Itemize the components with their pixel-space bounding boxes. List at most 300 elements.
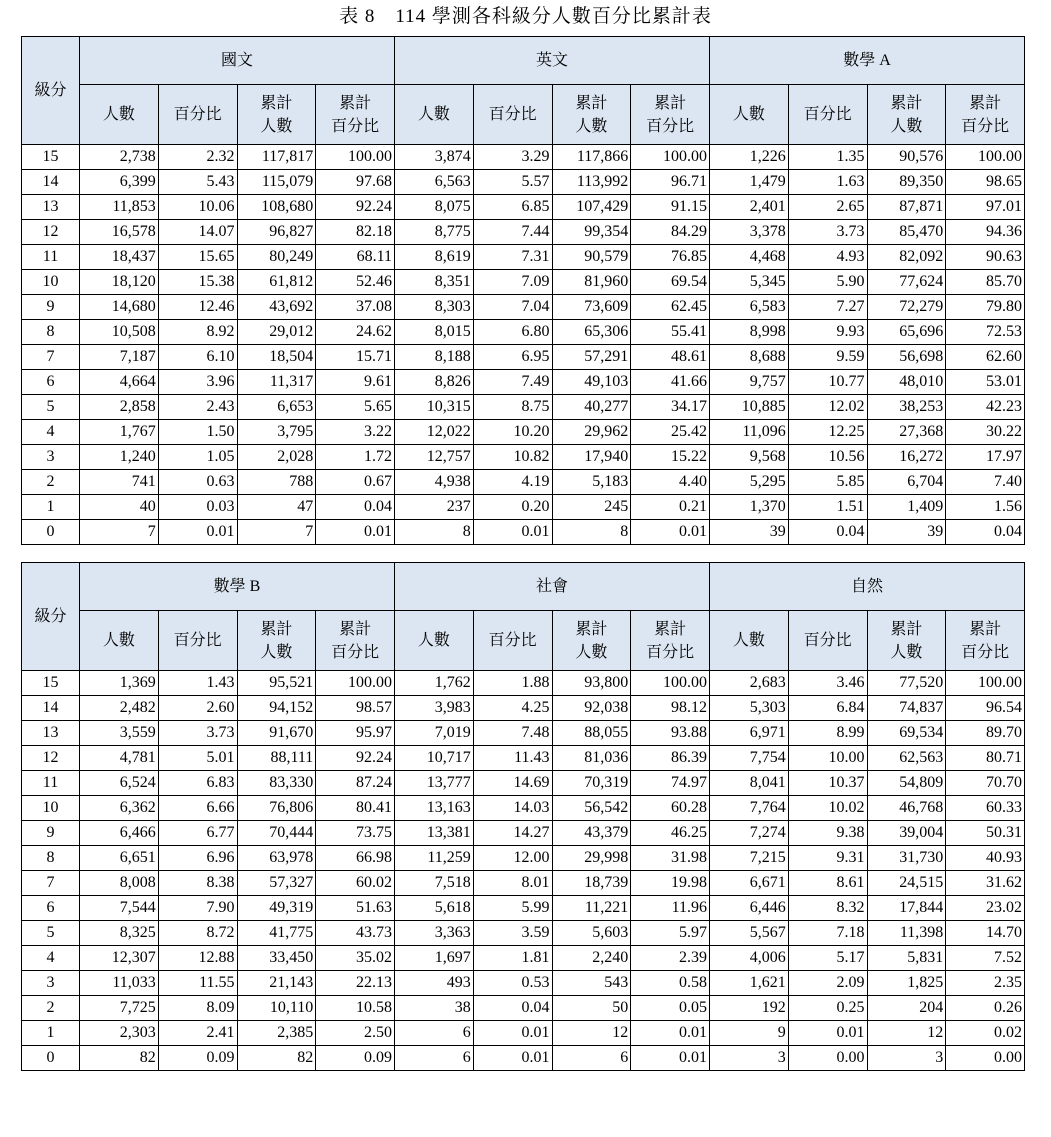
table-row <box>22 445 1025 470</box>
value-cell: 12.88 <box>158 946 237 971</box>
value-cell: 49,319 <box>237 896 316 921</box>
value-cell: 41,775 <box>237 921 316 946</box>
value-cell: 100.00 <box>631 671 710 696</box>
value-cell: 7.90 <box>158 896 237 921</box>
value-cell: 95,521 <box>237 671 316 696</box>
table-row <box>22 145 1025 170</box>
value-cell: 2,738 <box>80 145 159 170</box>
value-cell: 72.53 <box>946 320 1025 345</box>
value-cell: 11,398 <box>867 921 946 946</box>
value-cell: 82,092 <box>867 245 946 270</box>
level-cell: 14 <box>22 696 80 721</box>
value-cell: 11.43 <box>473 746 552 771</box>
value-cell: 8.92 <box>158 320 237 345</box>
value-cell: 1,369 <box>80 671 159 696</box>
value-cell: 65,696 <box>867 320 946 345</box>
value-cell: 31.98 <box>631 846 710 871</box>
value-cell: 0.02 <box>946 1021 1025 1046</box>
table-row <box>22 245 1025 270</box>
value-cell: 1,479 <box>710 170 789 195</box>
value-cell: 63,978 <box>237 846 316 871</box>
value-cell: 14.03 <box>473 796 552 821</box>
value-cell: 73,609 <box>552 295 631 320</box>
value-cell: 10,110 <box>237 996 316 1021</box>
value-cell: 8 <box>395 520 474 545</box>
value-cell: 55.41 <box>631 320 710 345</box>
level-cell: 8 <box>22 320 80 345</box>
value-cell: 1,226 <box>710 145 789 170</box>
value-cell: 18,504 <box>237 345 316 370</box>
value-cell: 8,826 <box>395 370 474 395</box>
value-cell: 0.09 <box>316 1046 395 1071</box>
value-cell: 5,295 <box>710 470 789 495</box>
value-cell: 0.25 <box>788 996 867 1021</box>
value-cell: 10.00 <box>788 746 867 771</box>
value-cell: 117,866 <box>552 145 631 170</box>
value-cell: 56,542 <box>552 796 631 821</box>
table-row <box>22 470 1025 495</box>
value-cell: 245 <box>552 495 631 520</box>
value-cell: 1.56 <box>946 495 1025 520</box>
level-cell: 5 <box>22 921 80 946</box>
value-cell: 80,249 <box>237 245 316 270</box>
value-cell: 9.61 <box>316 370 395 395</box>
table-row <box>22 270 1025 295</box>
value-cell: 90,579 <box>552 245 631 270</box>
value-cell: 7,187 <box>80 345 159 370</box>
value-cell: 100.00 <box>316 671 395 696</box>
value-cell: 18,437 <box>80 245 159 270</box>
value-cell: 29,998 <box>552 846 631 871</box>
value-cell: 2.60 <box>158 696 237 721</box>
value-cell: 69,534 <box>867 721 946 746</box>
value-cell: 7.40 <box>946 470 1025 495</box>
value-cell: 62,563 <box>867 746 946 771</box>
value-cell: 74,837 <box>867 696 946 721</box>
table-row <box>22 295 1025 320</box>
value-cell: 43,692 <box>237 295 316 320</box>
value-cell: 60.33 <box>946 796 1025 821</box>
value-cell: 0.01 <box>473 520 552 545</box>
value-cell: 7 <box>80 520 159 545</box>
value-cell: 2.09 <box>788 971 867 996</box>
value-cell: 2,858 <box>80 395 159 420</box>
table-row <box>22 520 1025 545</box>
value-cell: 108,680 <box>237 195 316 220</box>
value-cell: 14,680 <box>80 295 159 320</box>
value-cell: 7,518 <box>395 871 474 896</box>
value-cell: 56,698 <box>867 345 946 370</box>
value-cell: 6,399 <box>80 170 159 195</box>
value-cell: 37.08 <box>316 295 395 320</box>
value-cell: 38,253 <box>867 395 946 420</box>
value-cell: 76,806 <box>237 796 316 821</box>
value-cell: 5.01 <box>158 746 237 771</box>
value-cell: 0.01 <box>158 520 237 545</box>
value-cell: 6.85 <box>473 195 552 220</box>
value-cell: 15.38 <box>158 270 237 295</box>
value-cell: 7.31 <box>473 245 552 270</box>
value-cell: 11.96 <box>631 896 710 921</box>
value-cell: 96.71 <box>631 170 710 195</box>
value-cell: 70.70 <box>946 771 1025 796</box>
value-cell: 10.56 <box>788 445 867 470</box>
value-cell: 6.84 <box>788 696 867 721</box>
value-cell: 87,871 <box>867 195 946 220</box>
value-cell: 50 <box>552 996 631 1021</box>
value-cell: 12 <box>552 1021 631 1046</box>
value-cell: 3.96 <box>158 370 237 395</box>
table-row <box>22 220 1025 245</box>
value-cell: 10.82 <box>473 445 552 470</box>
value-cell: 9.93 <box>788 320 867 345</box>
value-cell: 100.00 <box>946 671 1025 696</box>
value-cell: 5.65 <box>316 395 395 420</box>
value-cell: 72,279 <box>867 295 946 320</box>
value-cell: 6,563 <box>395 170 474 195</box>
value-cell: 82 <box>80 1046 159 1071</box>
value-cell: 8,351 <box>395 270 474 295</box>
value-cell: 4,664 <box>80 370 159 395</box>
level-cell: 7 <box>22 345 80 370</box>
level-cell: 12 <box>22 746 80 771</box>
level-header: 級分 <box>22 563 80 671</box>
value-cell: 0.00 <box>946 1046 1025 1071</box>
value-cell: 9.31 <box>788 846 867 871</box>
value-cell: 92.24 <box>316 195 395 220</box>
value-cell: 741 <box>80 470 159 495</box>
value-cell: 50.31 <box>946 821 1025 846</box>
value-cell: 6.80 <box>473 320 552 345</box>
level-cell: 14 <box>22 170 80 195</box>
value-cell: 77,624 <box>867 270 946 295</box>
table-row <box>22 395 1025 420</box>
value-cell: 83,330 <box>237 771 316 796</box>
value-cell: 0.01 <box>473 1046 552 1071</box>
column-header: 累計 人數 <box>867 85 946 145</box>
value-cell: 12,022 <box>395 420 474 445</box>
value-cell: 80.41 <box>316 796 395 821</box>
value-cell: 6.95 <box>473 345 552 370</box>
table-row <box>22 771 1025 796</box>
value-cell: 1,240 <box>80 445 159 470</box>
value-cell: 35.02 <box>316 946 395 971</box>
value-cell: 11,033 <box>80 971 159 996</box>
value-cell: 3 <box>710 1046 789 1071</box>
value-cell: 9 <box>710 1021 789 1046</box>
value-cell: 10,315 <box>395 395 474 420</box>
value-cell: 17.97 <box>946 445 1025 470</box>
value-cell: 8 <box>552 520 631 545</box>
table-row <box>22 696 1025 721</box>
value-cell: 90.63 <box>946 245 1025 270</box>
value-cell: 7,754 <box>710 746 789 771</box>
value-cell: 10.77 <box>788 370 867 395</box>
value-cell: 6,653 <box>237 395 316 420</box>
value-cell: 89.70 <box>946 721 1025 746</box>
value-cell: 100.00 <box>631 145 710 170</box>
value-cell: 1.72 <box>316 445 395 470</box>
table-row <box>22 1046 1025 1071</box>
value-cell: 0.63 <box>158 470 237 495</box>
value-cell: 6.10 <box>158 345 237 370</box>
value-cell: 0.01 <box>631 1046 710 1071</box>
value-cell: 70,319 <box>552 771 631 796</box>
value-cell: 90,576 <box>867 145 946 170</box>
value-cell: 10,717 <box>395 746 474 771</box>
value-cell: 12 <box>867 1021 946 1046</box>
value-cell: 92.24 <box>316 746 395 771</box>
value-cell: 91.15 <box>631 195 710 220</box>
value-cell: 22.13 <box>316 971 395 996</box>
value-cell: 2.32 <box>158 145 237 170</box>
value-cell: 13,777 <box>395 771 474 796</box>
value-cell: 92,038 <box>552 696 631 721</box>
value-cell: 8,015 <box>395 320 474 345</box>
value-cell: 7.09 <box>473 270 552 295</box>
column-header: 百分比 <box>788 85 867 145</box>
level-cell: 3 <box>22 445 80 470</box>
value-cell: 93,800 <box>552 671 631 696</box>
table-row <box>22 746 1025 771</box>
value-cell: 99,354 <box>552 220 631 245</box>
value-cell: 46.25 <box>631 821 710 846</box>
value-cell: 61,812 <box>237 270 316 295</box>
value-cell: 40.93 <box>946 846 1025 871</box>
value-cell: 49,103 <box>552 370 631 395</box>
level-cell: 13 <box>22 195 80 220</box>
value-cell: 80.71 <box>946 746 1025 771</box>
value-cell: 62.45 <box>631 295 710 320</box>
value-cell: 2,303 <box>80 1021 159 1046</box>
value-cell: 10.02 <box>788 796 867 821</box>
table-row <box>22 921 1025 946</box>
value-cell: 17,940 <box>552 445 631 470</box>
level-cell: 6 <box>22 370 80 395</box>
value-cell: 84.29 <box>631 220 710 245</box>
value-cell: 5,603 <box>552 921 631 946</box>
value-cell: 5,303 <box>710 696 789 721</box>
value-cell: 97.68 <box>316 170 395 195</box>
value-cell: 62.60 <box>946 345 1025 370</box>
value-cell: 85.70 <box>946 270 1025 295</box>
value-cell: 5.57 <box>473 170 552 195</box>
value-cell: 60.28 <box>631 796 710 821</box>
value-cell: 6 <box>395 1046 474 1071</box>
value-cell: 9.38 <box>788 821 867 846</box>
value-cell: 9,568 <box>710 445 789 470</box>
value-cell: 5.97 <box>631 921 710 946</box>
column-header: 人數 <box>710 85 789 145</box>
value-cell: 15.71 <box>316 345 395 370</box>
value-cell: 788 <box>237 470 316 495</box>
level-cell: 1 <box>22 1021 80 1046</box>
value-cell: 8.61 <box>788 871 867 896</box>
table-row <box>22 671 1025 696</box>
value-cell: 4.93 <box>788 245 867 270</box>
value-cell: 2.50 <box>316 1021 395 1046</box>
column-header: 人數 <box>80 611 159 671</box>
level-cell: 10 <box>22 270 80 295</box>
value-cell: 76.85 <box>631 245 710 270</box>
value-cell: 53.01 <box>946 370 1025 395</box>
level-cell: 5 <box>22 395 80 420</box>
value-cell: 2,401 <box>710 195 789 220</box>
value-cell: 2.39 <box>631 946 710 971</box>
value-cell: 8,188 <box>395 345 474 370</box>
value-cell: 33,450 <box>237 946 316 971</box>
level-cell: 0 <box>22 520 80 545</box>
column-header: 百分比 <box>158 611 237 671</box>
value-cell: 18,120 <box>80 270 159 295</box>
value-cell: 8,619 <box>395 245 474 270</box>
value-cell: 95.97 <box>316 721 395 746</box>
level-cell: 11 <box>22 245 80 270</box>
value-cell: 79.80 <box>946 295 1025 320</box>
value-cell: 4,781 <box>80 746 159 771</box>
value-cell: 107,429 <box>552 195 631 220</box>
value-cell: 7.52 <box>946 946 1025 971</box>
value-cell: 12,757 <box>395 445 474 470</box>
level-cell: 2 <box>22 996 80 1021</box>
value-cell: 98.65 <box>946 170 1025 195</box>
value-cell: 6,583 <box>710 295 789 320</box>
value-cell: 6,446 <box>710 896 789 921</box>
value-cell: 14.70 <box>946 921 1025 946</box>
value-cell: 100.00 <box>946 145 1025 170</box>
table-row <box>22 345 1025 370</box>
value-cell: 1.50 <box>158 420 237 445</box>
value-cell: 25.42 <box>631 420 710 445</box>
value-cell: 48,010 <box>867 370 946 395</box>
value-cell: 8.75 <box>473 395 552 420</box>
value-cell: 9.59 <box>788 345 867 370</box>
column-header: 累計 人數 <box>552 611 631 671</box>
value-cell: 39,004 <box>867 821 946 846</box>
value-cell: 493 <box>395 971 474 996</box>
value-cell: 12,307 <box>80 946 159 971</box>
table-row <box>22 896 1025 921</box>
level-cell: 4 <box>22 420 80 445</box>
value-cell: 12.25 <box>788 420 867 445</box>
value-cell: 3.22 <box>316 420 395 445</box>
value-cell: 89,350 <box>867 170 946 195</box>
level-cell: 15 <box>22 145 80 170</box>
value-cell: 66.98 <box>316 846 395 871</box>
value-cell: 0.01 <box>631 520 710 545</box>
value-cell: 7,274 <box>710 821 789 846</box>
value-cell: 98.12 <box>631 696 710 721</box>
value-cell: 0.04 <box>946 520 1025 545</box>
value-cell: 1.88 <box>473 671 552 696</box>
value-cell: 113,992 <box>552 170 631 195</box>
column-header: 累計 百分比 <box>631 85 710 145</box>
value-cell: 3,378 <box>710 220 789 245</box>
level-cell: 6 <box>22 896 80 921</box>
value-cell: 0.05 <box>631 996 710 1021</box>
table-row <box>22 320 1025 345</box>
value-cell: 0.67 <box>316 470 395 495</box>
value-cell: 27,368 <box>867 420 946 445</box>
value-cell: 82.18 <box>316 220 395 245</box>
value-cell: 3 <box>867 1046 946 1071</box>
value-cell: 13,381 <box>395 821 474 846</box>
value-cell: 4.25 <box>473 696 552 721</box>
value-cell: 8,998 <box>710 320 789 345</box>
value-cell: 3,983 <box>395 696 474 721</box>
value-cell: 94,152 <box>237 696 316 721</box>
level-cell: 12 <box>22 220 80 245</box>
value-cell: 2,385 <box>237 1021 316 1046</box>
value-cell: 0.04 <box>316 495 395 520</box>
value-cell: 6,466 <box>80 821 159 846</box>
table-row <box>22 495 1025 520</box>
value-cell: 3.73 <box>788 220 867 245</box>
value-cell: 1,825 <box>867 971 946 996</box>
value-cell: 88,111 <box>237 746 316 771</box>
value-cell: 17,844 <box>867 896 946 921</box>
subject-header: 國文 <box>80 37 395 85</box>
column-header: 人數 <box>80 85 159 145</box>
column-header: 累計 百分比 <box>946 611 1025 671</box>
value-cell: 6,524 <box>80 771 159 796</box>
value-cell: 16,272 <box>867 445 946 470</box>
value-cell: 8,075 <box>395 195 474 220</box>
value-cell: 31,730 <box>867 846 946 871</box>
value-cell: 94.36 <box>946 220 1025 245</box>
value-cell: 5,831 <box>867 946 946 971</box>
value-cell: 0.01 <box>631 1021 710 1046</box>
value-cell: 2,028 <box>237 445 316 470</box>
value-cell: 1.35 <box>788 145 867 170</box>
value-cell: 0.53 <box>473 971 552 996</box>
value-cell: 8,008 <box>80 871 159 896</box>
value-cell: 15.22 <box>631 445 710 470</box>
value-cell: 5.17 <box>788 946 867 971</box>
value-cell: 7.48 <box>473 721 552 746</box>
value-cell: 97.01 <box>946 195 1025 220</box>
value-cell: 0.01 <box>788 1021 867 1046</box>
value-cell: 81,960 <box>552 270 631 295</box>
value-cell: 31.62 <box>946 871 1025 896</box>
value-cell: 237 <box>395 495 474 520</box>
value-cell: 9,757 <box>710 370 789 395</box>
table-row <box>22 946 1025 971</box>
value-cell: 10.20 <box>473 420 552 445</box>
value-cell: 1,697 <box>395 946 474 971</box>
value-cell: 7,019 <box>395 721 474 746</box>
value-cell: 117,817 <box>237 145 316 170</box>
level-cell: 8 <box>22 846 80 871</box>
value-cell: 68.11 <box>316 245 395 270</box>
value-cell: 12.02 <box>788 395 867 420</box>
value-cell: 10.06 <box>158 195 237 220</box>
value-cell: 0.26 <box>946 996 1025 1021</box>
value-cell: 0.04 <box>788 520 867 545</box>
value-cell: 81,036 <box>552 746 631 771</box>
level-cell: 4 <box>22 946 80 971</box>
value-cell: 8,325 <box>80 921 159 946</box>
value-cell: 4,938 <box>395 470 474 495</box>
value-cell: 0.20 <box>473 495 552 520</box>
value-cell: 5.90 <box>788 270 867 295</box>
value-cell: 6 <box>552 1046 631 1071</box>
value-cell: 7.44 <box>473 220 552 245</box>
level-cell: 2 <box>22 470 80 495</box>
value-cell: 6 <box>395 1021 474 1046</box>
value-cell: 5,567 <box>710 921 789 946</box>
value-cell: 543 <box>552 971 631 996</box>
